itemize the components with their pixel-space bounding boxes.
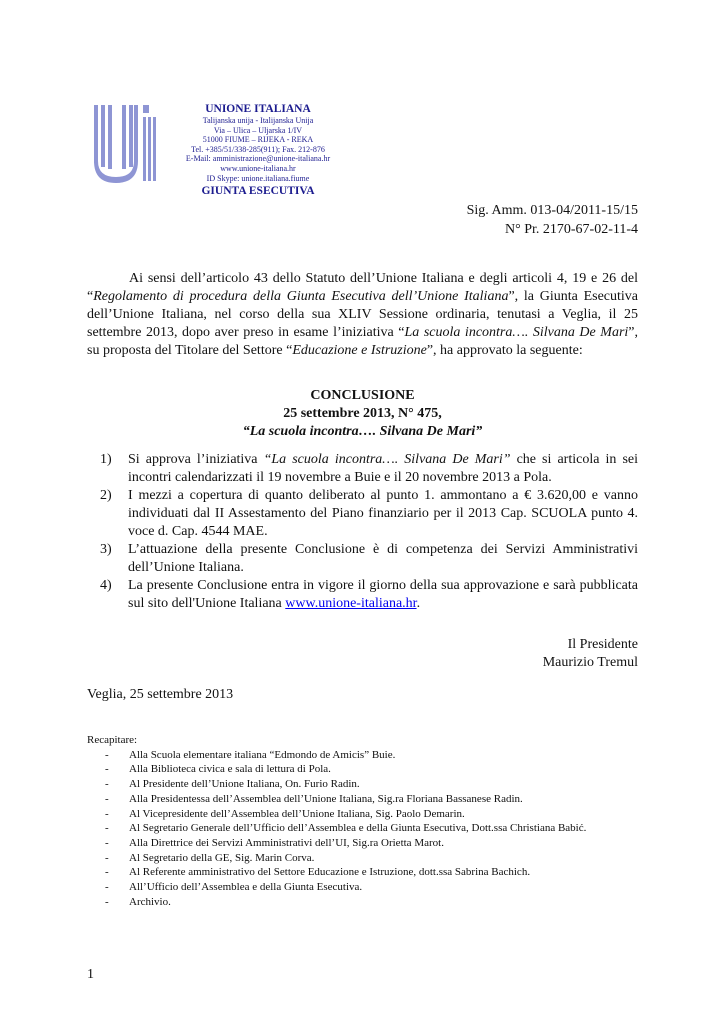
list-item — [87, 880, 586, 895]
recipients-list — [87, 748, 586, 910]
recipient: Al Referente amministrativo del Settore Educazione e Istruzione, dott.ssa Sabrina Bachich. — [129, 866, 531, 879]
sig-amm: Sig. Amm. 013-04/2011-15/15 — [466, 203, 638, 218]
website-link[interactable]: www.unione-italiana.hr — [285, 596, 417, 611]
item-text: Si approva l’iniziativa — [128, 452, 264, 467]
conclusion-items — [87, 451, 638, 613]
item-text: che si articola in sei incontri calendarizzati il 19 novembre a Buie e il 20 novembre 2013 a Pola. — [128, 452, 638, 485]
dash: - — [105, 807, 109, 820]
body-text-1: Ai sensi dell’articolo 43 dello Statuto dell’Unione Italiana e degli articoli 4, 19 e 26 del “ — [87, 271, 638, 304]
unione-italiana-logo — [92, 103, 160, 185]
recipient: Archivio. — [129, 895, 171, 908]
org-city: 51000 FIUME – RIJEKA - REKA — [202, 135, 314, 145]
org-name: UNIONE ITALIANA — [205, 103, 311, 115]
place-date: Veglia, 25 settembre 2013 — [87, 687, 234, 702]
body-italic-2: La scuola incontra…. Silvana De Mari — [404, 325, 629, 340]
dash: - — [105, 895, 109, 908]
org-skype: ID Skype: unione.italiana.fiume — [206, 173, 310, 183]
list-item — [87, 451, 638, 487]
page-number: 1 — [87, 967, 94, 982]
org-translations: Talijanska unija - Italijanska Unija — [202, 116, 314, 125]
recipients-label: Recapitare: — [87, 734, 138, 746]
giunta-esecutiva: GIUNTA ESECUTIVA — [201, 185, 315, 198]
conclusion-title: CONCLUSIONE — [310, 388, 415, 403]
recipient: Alla Biblioteca civica e sala di lettura di Pola. — [129, 763, 331, 776]
body-text-3: ”, su proposta del Titolare del Settore “ — [87, 325, 639, 358]
conclusion-subject: “La scuola incontra…. Silvana De Mari” — [242, 424, 483, 439]
dash: - — [105, 792, 109, 805]
list-item — [87, 777, 586, 792]
list-item — [87, 762, 586, 777]
item-number: 4) — [100, 578, 112, 593]
list-item — [87, 895, 586, 910]
reference-block — [467, 201, 638, 239]
item-text: La presente Conclusione entra in vigore il giorno della sua approvazione e sarà pubblicata sul sito dell'Unione Italiana — [128, 578, 638, 611]
signature-name: Maurizio Tremul — [542, 655, 638, 670]
recipient: Alla Direttrice dei Servizi Amministrativi dell’UI, Sig.ra Orietta Marot. — [129, 836, 444, 849]
item-text: I mezzi a copertura di quanto deliberato al punto 1. ammontano a € 3.620,00 e vanno individuati dal II Assestamento del Piano finanziario per il 2013 Cap. SCUOLA punto 4. voce d. Cap. 4544 MAE. — [128, 488, 638, 539]
body-text-2: ”, la Giunta Esecutiva dell’Unione Italiana, nel corso della sua XLIV Sessione ordinaria, tenutasi a Veglia, il 25 settembre 2013, dopo aver preso in esame l’iniziativa “ — [87, 289, 639, 340]
signature-block — [543, 636, 638, 672]
body-paragraph — [87, 270, 638, 360]
list-item — [87, 821, 586, 836]
org-web: www.unione-italiana.hr — [220, 163, 296, 173]
recipient: Alla Scuola elementare italiana “Edmondo de Amicis” Buie. — [129, 748, 396, 761]
conclusion-date-number: 25 settembre 2013, N° 475, — [283, 406, 442, 421]
org-street: Via – Ulica – Uljarska 1/IV — [213, 125, 303, 135]
list-item — [87, 577, 638, 613]
list-item — [87, 836, 586, 851]
item-italic: “La scuola incontra…. Silvana De Mari” — [263, 452, 511, 467]
recipient: Al Segretario Generale dell’Ufficio dell’Assemblea e della Giunta Esecutiva, Dott.ssa Christiana Babić. — [129, 822, 587, 835]
item-text: . — [416, 596, 421, 611]
org-email: E-Mail: amministrazione@unione-italiana.hr — [185, 154, 331, 164]
recipient: All’Ufficio dell’Assemblea e della Giunta Esecutiva. — [129, 881, 363, 894]
item-number: 3) — [100, 542, 112, 557]
list-item — [87, 541, 638, 577]
dash: - — [105, 881, 109, 894]
dash: - — [105, 836, 109, 849]
item-text: L’attuazione della presente Conclusione è di competenza dei Servizi Amministrativi dell’Unione Italiana. — [128, 542, 638, 575]
recipient: Al Vicepresidente dell’Assemblea dell’Unione Italiana, Sig. Paolo Demarin. — [129, 807, 465, 820]
dash: - — [105, 778, 109, 791]
list-item — [87, 487, 638, 541]
recipient: Al Presidente dell’Unione Italiana, On. Furio Radin. — [129, 778, 360, 791]
letterhead — [168, 102, 348, 198]
item-number: 2) — [100, 488, 112, 503]
org-phone: Tel. +385/51/338-285(911); Fax. 212-876 — [191, 144, 325, 154]
item-number: 1) — [100, 452, 112, 467]
body-text-4: ”, ha approvato la seguente: — [426, 343, 583, 358]
list-item — [87, 748, 586, 763]
recipient: Al Segretario della GE, Sig. Marin Corva. — [129, 851, 315, 864]
body-italic-3: Educazione e Istruzione — [292, 343, 427, 358]
conclusion-heading — [87, 387, 638, 441]
list-item — [87, 807, 586, 822]
list-item — [87, 792, 586, 807]
dash: - — [105, 748, 109, 761]
num-pr: N° Pr. 2170-67-02-11-4 — [504, 222, 638, 237]
list-item — [87, 851, 586, 866]
dash: - — [105, 866, 109, 879]
dash: - — [105, 763, 109, 776]
body-italic-1: Regolamento di procedura della Giunta Esecutiva dell’Unione Italiana — [93, 289, 509, 304]
dash: - — [105, 822, 109, 835]
signature-role: Il Presidente — [567, 637, 638, 652]
recipient: Alla Presidentessa dell’Assemblea dell’Unione Italiana, Sig.ra Floriana Bassanese Radin. — [129, 792, 523, 805]
recipients-block — [87, 733, 586, 909]
dash: - — [105, 851, 109, 864]
list-item — [87, 865, 586, 880]
